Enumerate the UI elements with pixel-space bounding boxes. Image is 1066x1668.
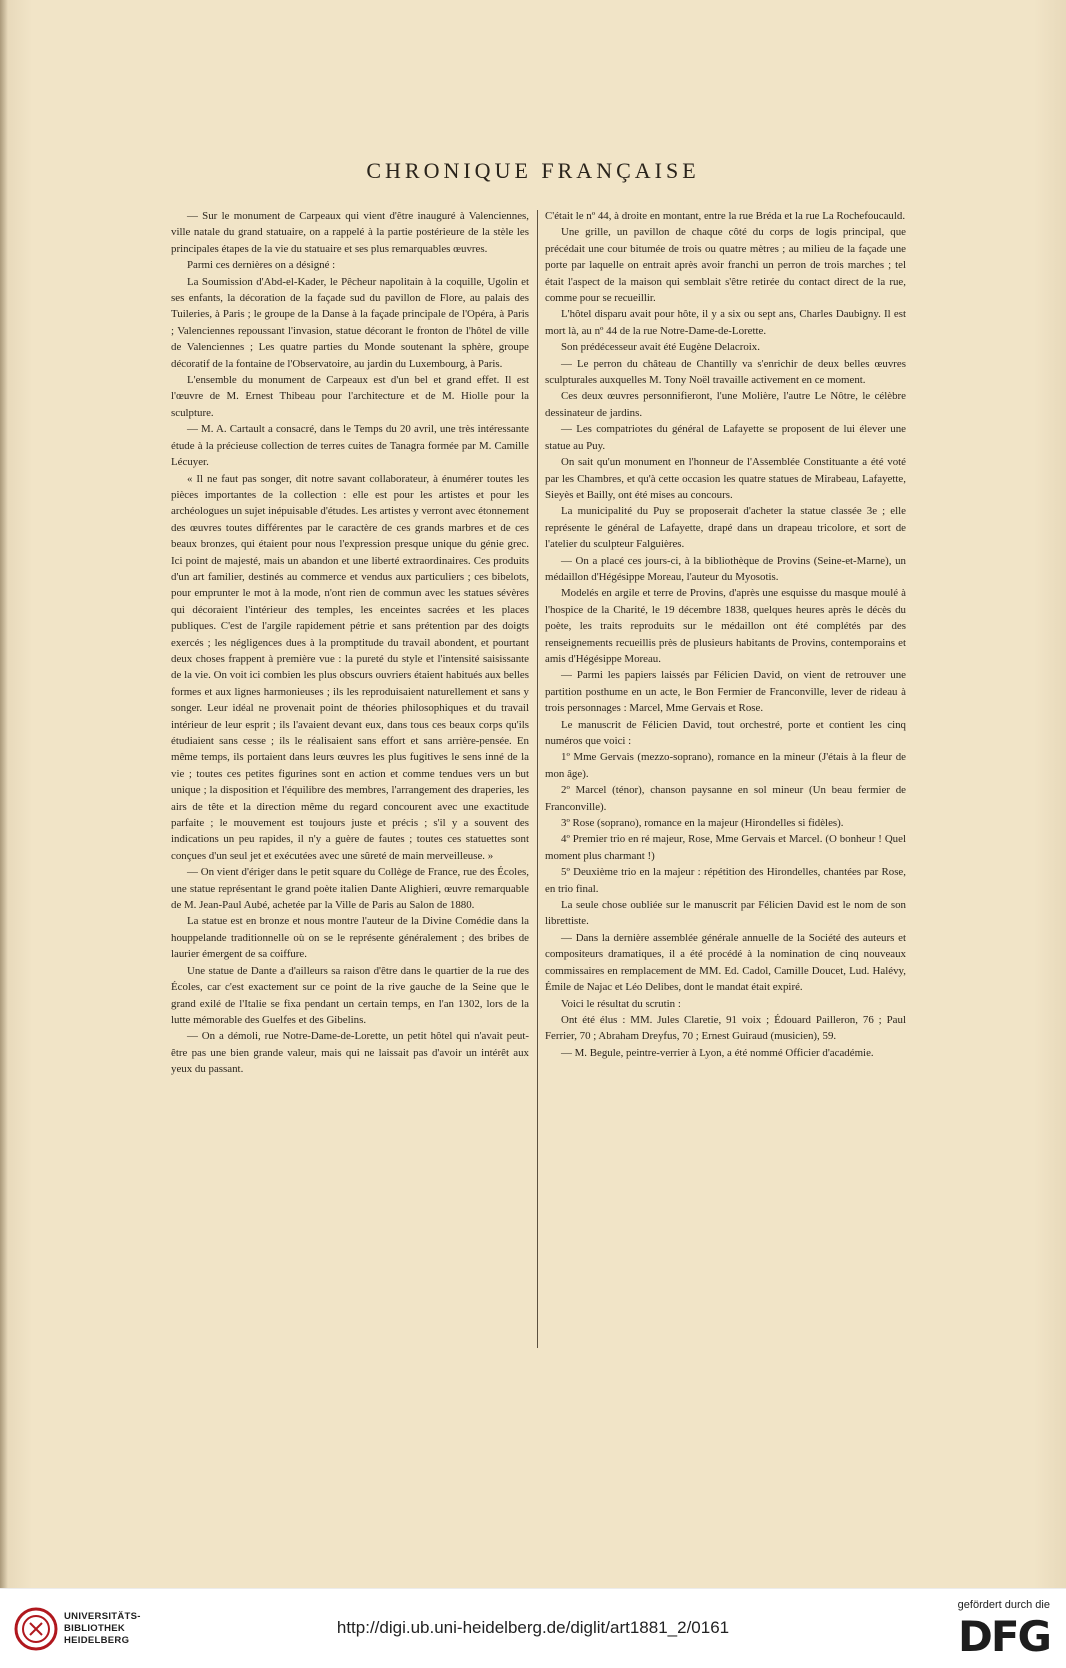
paragraph: — Le perron du château de Chantilly va s'enrichir de deux belles œuvres sculpturales auxquelles M. Tony Noël travaille activement en ce moment. xyxy=(545,357,906,387)
dfg-logo: DFG xyxy=(957,1612,1050,1661)
paragraph: Son prédécesseur avait été Eugène Delacroix. xyxy=(561,341,760,354)
paragraph: L'hôtel disparu avait pour hôte, il y a six ou sept ans, Charles Daubigny. Il est mort là, au nº 44 de la rue Notre-Dame-de-Lorette. xyxy=(545,308,906,337)
left-text-column xyxy=(171,208,529,1078)
column-divider xyxy=(537,210,538,1348)
paragraph: — On vient d'ériger dans le petit square du Collège de France, rue des Écoles, une statue représentant le grand poète italien Dante Alighieri, œuvre remarquable de M. Jean-Paul Aubé, achetée par la Ville de Paris au Salon de 1880. xyxy=(171,866,529,912)
paragraph: « Il ne faut pas songer, dit notre savant collaborateur, à énumérer toutes les pièces importantes de la collection : elle est pour les artistes et pour les archéologues un sujet inépuisable d'études. Les artistes y verront avec étonnement des œuvres toutes différentes par le caractère de ces grands marbres et de ces beaux bronzes, qui étaient pour nous l'expression presque unique du génie grec. Ici point de majesté, mais un abandon et une liberté extraordinaires. Ces produits d'un art familier, destinés au commerce et vendus aux particuliers ; ces bibelots, pour emprunter le mot à la mode, n'ont rien de commun avec les statues sévères qui décoraient l'intérieur des temples, les enceintes sacrées et les places publiques. C'est de l'argile rapidement pétrie et sans prétention par des doigts exercés ; les négligences dues à la promptitude du travail abondent, et pourtant deux choses frappent à première vue : la pureté du style et l'intensité saisissante de la vie. On voit ici combien les plus obscurs ouvriers étaient habitués aux belles formes et aux lignes harmonieuses ; ils les reproduisaient naturellement et sans y songer. Leur idéal ne provenait point de théories philosophiques et du travail intérieur de leur esprit ; ils l'avaient devant eux, dans tous ces beaux corps qu'ils étudiaient sans cesse ; ils le réalisaient sans effort et sans arrière-pensée. En même temps, ils portaient dans leurs œuvres les plus fugitives le sens inné de la vie ; toutes ces petites figurines sont en action et comme tendues vers un but unique ; la disposition et l'équilibre des membres, l'arrangement des draperies, les airs de tête et la direction même du regard concourent avec une exactitude parfaite ; le mouvement est toujours juste et précis ; s'il y a souvent des indications un peu rapides, il n'y a guère de fautes ; toutes ces statuettes sont conçues d'un seul jet et exécutées avec une sûreté de main merveilleuse. » xyxy=(171,472,529,862)
funding-caption: gefördert durch die xyxy=(957,1599,1050,1611)
paragraph: — Sur le monument de Carpeaux qui vient d'être inauguré à Valenciennes, ville natale du grand statuaire, on a rappelé à la partie postérieure de la stèle les principales étapes de la vie du statuaire et ses plus remarquables œuvres. xyxy=(171,210,529,255)
permalink-url[interactable]: http://digi.ub.uni-heidelberg.de/diglit/art1881_2/0161 xyxy=(336,1618,730,1637)
paragraph: L'ensemble du monument de Carpeaux est d'un bel et grand effet. Il est l'œuvre de M. Ernest Thibeau pour l'architecture et de M. Hiolle pour la sculpture. xyxy=(171,374,529,419)
page-spine-shadow xyxy=(0,0,8,1588)
paragraph: — Dans la dernière assemblée générale annuelle de la Société des auteurs et compositeurs dramatiques, il a été procédé à la nomination de cinq nouveaux commissaires en remplacement de MM. Ed. Cadol, Camille Doucet, Lud. Halévy, Émile de Najac et Léo Delibes, dont le mandat était expiré. xyxy=(545,931,906,994)
paragraph: — Parmi les papiers laissés par Félicien David, on vient de retrouver une partition posthume en un acte, le Bon Fermier de Franconville, lever de rideau à trois personnages : Marcel, Mme Gervais et Rose. xyxy=(545,669,906,715)
paragraph: On sait qu'un monument en l'honneur de l'Assemblée Constituante a été voté par les Chambres, et qu'à cette occasion les quatre statues de Mirabeau, Lafayette, Sieyès et Bailly, ont été mises au concours. xyxy=(545,456,906,501)
paragraph: 1º Mme Gervais (mezzo-soprano), romance en la mineur (J'étais à la fleur de mon âge). xyxy=(545,751,906,780)
paragraph: La statue est en bronze et nous montre l'auteur de la Divine Comédie dans la houppelande traditionnelle où on se le représente généralement ; des bribes de laurier émergent de sa coiffure. xyxy=(171,915,529,961)
paragraph: Le manuscrit de Félicien David, tout orchestré, porte et contient les cinq numéros que voici : xyxy=(545,718,906,747)
institution-line: HEIDELBERG xyxy=(64,1635,130,1646)
paragraph: Modelés en argile et terre de Provins, d'après une esquisse du masque moulé à l'hospice de la Charité, le 19 décembre 1838, quelques heures après le décès du poète, les traits reproduits sur le médaillon ont été complétés par des renseignements recueillis près de plusieurs habitants de Provins, contemporains et amis d'Hégésippe Moreau. xyxy=(545,587,906,665)
institution-line: UNIVERSITÄTS- xyxy=(64,1611,141,1622)
paragraph: Ces deux œuvres personnifieront, l'une Molière, l'autre Le Nôtre, le célèbre dessinateur de jardins. xyxy=(545,390,906,419)
page-title: CHRONIQUE FRANÇAISE xyxy=(366,158,700,183)
paragraph: — M. Begule, peintre-verrier à Lyon, a été nommé Officier d'académie. xyxy=(561,1046,874,1059)
right-text-column xyxy=(545,208,906,1061)
paragraph: Ont été élus : MM. Jules Claretie, 91 voix ; Édouard Pailleron, 76 ; Paul Ferrier, 70 ; Abraham Dreyfus, 70 ; Ernest Guiraud (musicien), 59. xyxy=(545,1013,906,1043)
paragraph: Une grille, un pavillon de chaque côté du corps de logis principal, que précédait une cour bitumée de trois ou quatre mètres ; au milieu de la façade une porte par laquelle on entrait après avoir franchi un perron de trois marches ; tel était l'aspect de la maison qui semblait s'être retirée du contact direct de la rue, comme pour se recueillir. xyxy=(545,226,906,305)
paragraph: La seule chose oubliée sur le manuscrit par Félicien David est le nom de son librettiste. xyxy=(545,899,906,928)
paragraph: 3º Rose (soprano), romance en la majeur (Hirondelles si fidèles). xyxy=(561,817,844,830)
paragraph: — On a placé ces jours-ci, à la bibliothèque de Provins (Seine-et-Marne), un médaillon d'Hégésippe Moreau, l'auteur du Myosotis. xyxy=(545,554,906,583)
paragraph: 2º Marcel (ténor), chanson paysanne en sol mineur (Un beau fermier de Franconville). xyxy=(545,784,906,813)
paragraph: Voici le résultat du scrutin : xyxy=(561,997,681,1010)
institution-line: BIBLIOTHEK xyxy=(64,1623,126,1634)
paragraph: — Les compatriotes du général de Lafayette se proposent de lui élever une statue au Puy. xyxy=(545,423,906,452)
paragraph: Parmi ces dernières on a désigné : xyxy=(187,259,336,272)
paragraph: La Soumission d'Abd-el-Kader, le Pêcheur napolitain à la coquille, Ugolin et ses enfants, la décoration de la façade sud du pavillon de Flore, au palais des Tuileries, à Paris ; le groupe de la Danse à la façade principale de l'Opéra, à Paris ; Valenciennes repoussant l'invasion, statue décorant le fronton de l'hôtel de ville de Valenciennes ; Les quatre parties du Monde soutenant la sphère, groupe décoratif de la fontaine de l'Observatoire, au jardin du Luxembourg, à Paris. xyxy=(171,275,529,370)
paragraph: 5º Deuxième trio en la majeur : répétition des Hirondelles, chantées par Rose, en trio final. xyxy=(545,866,906,895)
paragraph: C'était le nº 44, à droite en montant, entre la rue Bréda et la rue La Rochefoucauld. xyxy=(545,210,906,222)
viewer-footer xyxy=(0,1588,1066,1668)
paragraph: 4º Premier trio en ré majeur, Rose, Mme Gervais et Marcel. (O bonheur ! Quel moment plus charmant !) xyxy=(545,833,906,862)
paragraph: — M. A. Cartault a consacré, dans le Temps du 20 avril, une très intéressante étude à la précieuse collection de terres cuites de Tanagra formée par M. Camille Lécuyer. xyxy=(171,423,529,469)
paragraph: La municipalité du Puy se proposerait d'acheter la statue classée 3e ; elle représente le général de Lafayette, drapé dans un drapeau tricolore, et sort de l'atelier du sculpteur Falguières. xyxy=(545,505,906,551)
paragraph: — On a démoli, rue Notre-Dame-de-Lorette, un petit hôtel qui n'avait peut-être pas une bien grande valeur, mais qui ne laissait pas d'avoir un intérêt aux yeux du passant. xyxy=(171,1030,529,1076)
paragraph: Une statue de Dante a d'ailleurs sa raison d'être dans le quartier de la rue des Écoles, car c'est exactement sur ce point de la rive gauche de la Seine que le grand exilé de l'Italie se fixa pendant un certain temps, en l'an 1302, lors de la lutte mémorable des Guelfes et des Gibelins. xyxy=(171,964,529,1026)
